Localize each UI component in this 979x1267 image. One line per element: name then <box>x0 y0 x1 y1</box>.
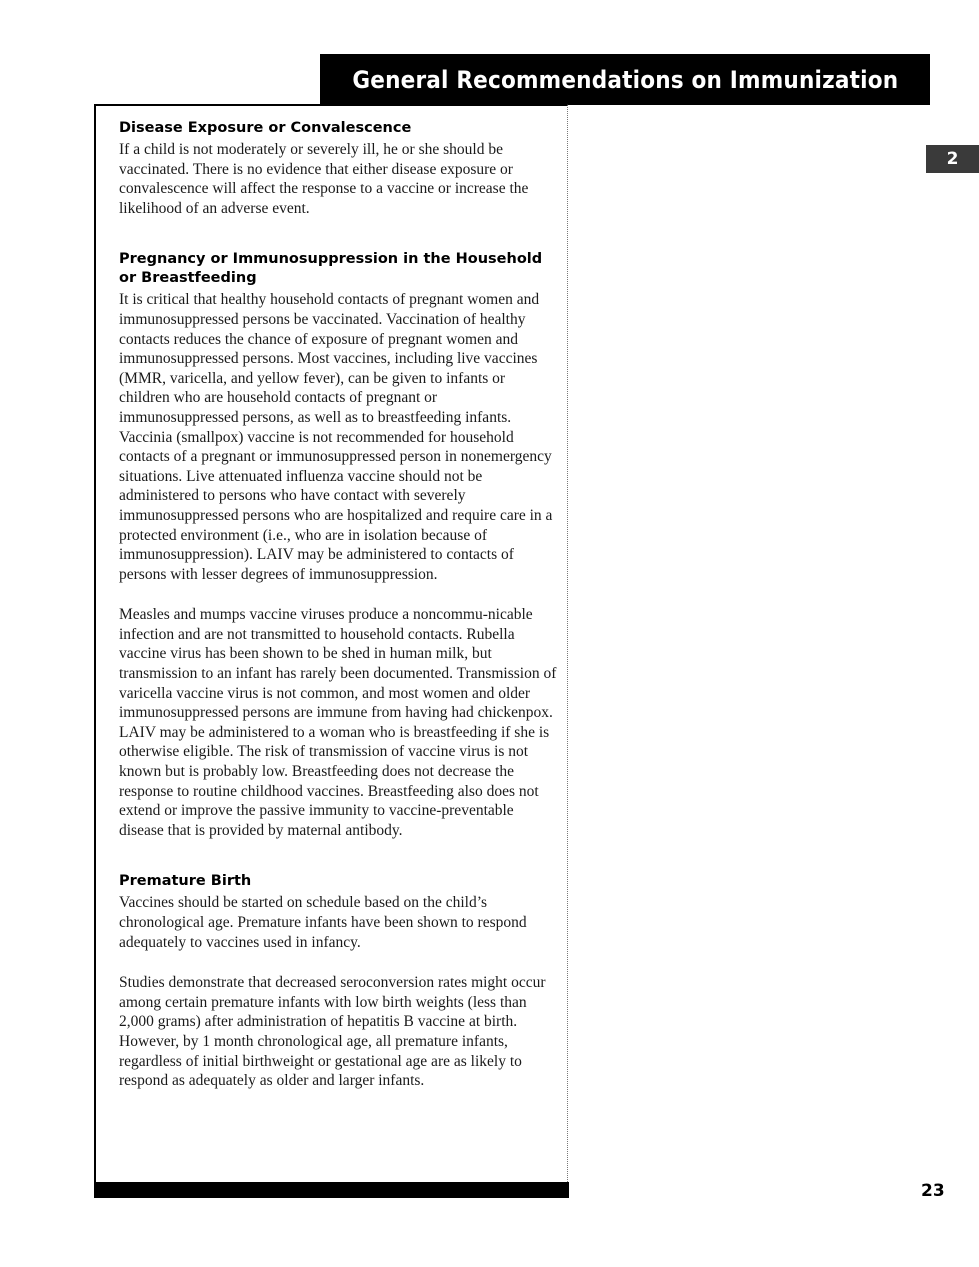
paragraph: It is critical that healthy household contacts of pregnant women and immunosuppressed persons be vaccinated. Vaccination of healthy contacts reduces the chance of exposure of pregnant women and immunosuppressed persons. Most vaccines, including live vaccines (MMR, varicella, and yellow fever), can be given to infants or children who are household contacts of pregnant or immunosuppressed persons, as well as to breastfeeding infants. Vaccinia (smallpox) vaccine is not recommended for household contacts of a pregnant or immunosuppressed person in nonemergency situations. Live attenuated influenza vaccine should not be administered to persons who have contact with severely immunosuppressed persons who are hospitalized and require care in a protected environment (i.e., who are in isolation because of immunosuppression). LAIV may be administered to contacts of persons with lesser degrees of immunosuppression. <box>119 291 553 583</box>
section-heading-pregnancy-immunosuppression: Pregnancy or Immunosuppression in the Household or Breastfeeding <box>119 251 543 287</box>
section-heading-premature-birth: Premature Birth <box>119 873 252 890</box>
paragraph: If a child is not moderately or severely ill, he or she should be vaccinated. There is no evidence that either disease exposure or convalescence will affect the response to a vaccine or increase the likelihood of an adverse event. <box>119 141 529 217</box>
header-bar <box>320 54 930 105</box>
main-content <box>119 119 559 1091</box>
page-header-title: General Recommendations on Immunization <box>352 65 898 94</box>
paragraph: Measles and mumps vaccine viruses produce a noncommu-nicable infection and are not transmitted to household contacts. Rubella vaccine virus has been shown to be shed in human milk, but transmission to an infant has rarely been documented. Transmission of varicella vaccine virus is not common, and most women and older immunosuppressed persons are immune from having had chickenpox. LAIV may be administered to a woman who is breastfeeding if she is otherwise eligible. The risk of transmission of vaccine virus is not known but is probably low. Breastfeeding does not decrease the response to routine childhood vaccines. Breastfeeding also does not extend or improve the passive immunity to vaccine-preventable disease that is provided by maternal antibody. <box>119 606 557 839</box>
chapter-tab <box>926 145 979 173</box>
page-number: 23 <box>921 1181 945 1201</box>
chapter-number: 2 <box>946 149 959 169</box>
paragraph: Vaccines should be started on schedule based on the child’s chronological age. Premature infants have been shown to respond adequately to vaccines used in infancy. <box>119 894 527 951</box>
paragraph: Studies demonstrate that decreased seroconversion rates might occur among certain premature infants with low birth weights (less than 2,000 grams) after administration of hepatitis B vaccine at birth. However, by 1 month chronological age, all premature infants, regardless of initial birthweight or gestational age are as likely to respond as adequately as older and larger infants. <box>119 974 546 1090</box>
section-heading-disease-exposure: Disease Exposure or Convalescence <box>119 120 412 136</box>
bottom-rule <box>94 1182 569 1198</box>
